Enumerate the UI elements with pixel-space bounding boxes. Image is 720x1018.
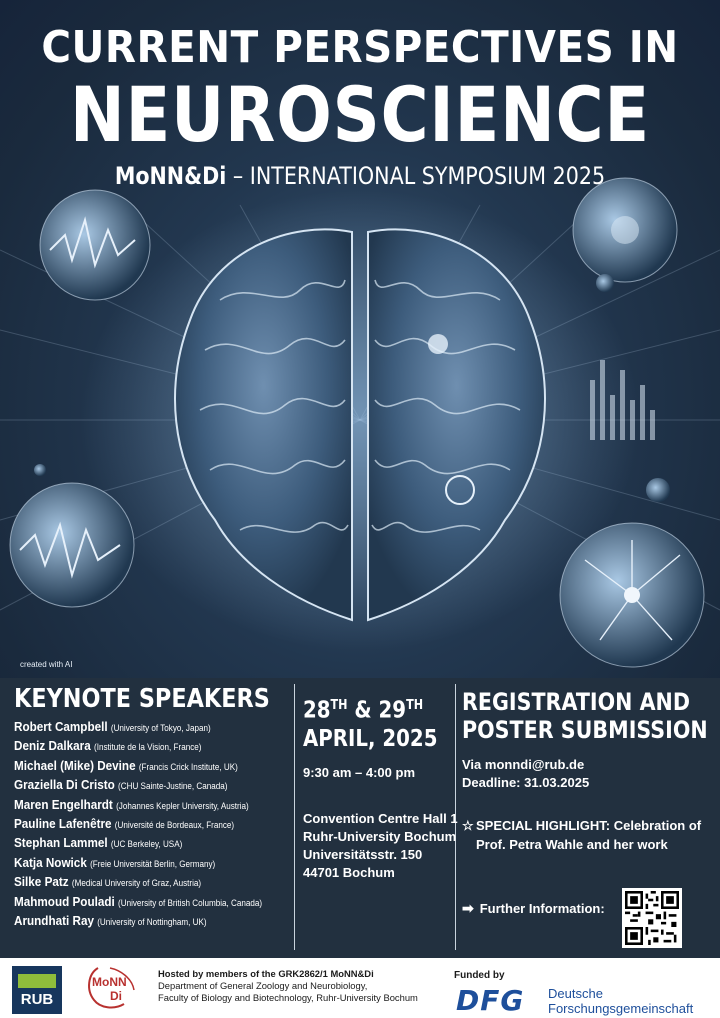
registration-heading-line-1: REGISTRATION AND [462, 688, 690, 716]
footer [0, 958, 720, 1018]
host-info [158, 968, 418, 1004]
dfg-name-line-2: Forschungsgemeinschaft [548, 1001, 694, 1016]
further-information [462, 900, 605, 917]
speaker-affiliation: (Institute de la Vision, France) [94, 742, 202, 753]
speaker-name: Deniz Dalkara [14, 738, 91, 754]
event-dates [303, 692, 455, 753]
date-days [303, 692, 434, 725]
date-ampersand: & [347, 697, 379, 724]
subtitle [50, 162, 669, 190]
arrow-right-icon: ➡ [462, 900, 474, 916]
speaker-list [14, 718, 284, 931]
rub-logo-stripe [18, 974, 56, 988]
rub-logo [12, 966, 62, 1014]
speaker-item [14, 834, 257, 853]
title-line-2: NEUROSCIENCE [70, 70, 650, 159]
registration-deadline: Deadline: 31.03.2025 [462, 775, 590, 790]
speaker-affiliation: (UC Berkeley, USA) [110, 839, 183, 850]
speaker-name: Mahmoud Pouladi [14, 893, 115, 909]
highlight-line-1: SPECIAL HIGHLIGHT: Celebration of [476, 818, 702, 833]
venue-line: Ruhr-University Bochum [303, 828, 457, 844]
speaker-item [14, 873, 257, 892]
dfg-logo: DFG [456, 984, 525, 1017]
speaker-affiliation: (University of Nottingham, UK) [97, 917, 207, 928]
venue-line: Convention Centre Hall 1 [303, 810, 458, 826]
svg-text:Di: Di [110, 989, 122, 1003]
highlight-line-2: Prof. Petra Wahle and her work [476, 837, 668, 852]
speaker-name: Pauline Lafenêtre [14, 816, 112, 832]
date-column [294, 684, 456, 950]
speaker-item [14, 796, 257, 815]
speaker-affiliation: (Université de Bordeaux, France) [114, 820, 235, 831]
further-information-label: Further Information: [479, 901, 605, 916]
registration-heading-line-2: POSTER SUBMISSION [462, 716, 708, 744]
speaker-item [14, 912, 257, 931]
subtitle-brand: MoNN&Di [114, 162, 227, 190]
day-2-suffix: TH [406, 698, 424, 713]
speaker-item [14, 815, 257, 834]
speaker-affiliation: (University of Tokyo, Japan) [110, 723, 211, 733]
speaker-item [14, 737, 257, 756]
special-highlight [462, 816, 712, 854]
speaker-affiliation: (Freie Universität Berlin, Germany) [90, 858, 216, 869]
speaker-item [14, 757, 257, 776]
host-line-2: Department of General Zoology and Neurobiology, [158, 980, 368, 991]
dfg-name-line-1: Deutsche [548, 986, 603, 1001]
speaker-name: Michael (Mike) Devine [14, 757, 136, 773]
monndi-logo-graphic [80, 964, 144, 1014]
monndi-logo [80, 964, 144, 1014]
title-line-1: CURRENT PERSPECTIVES IN [41, 22, 679, 73]
rub-logo-text: RUB [20, 991, 54, 1008]
speaker-item [14, 893, 263, 912]
speaker-name: Katja Nowick [14, 854, 87, 870]
registration-email[interactable]: Via monndi@rub.de [462, 757, 585, 772]
speaker-affiliation: (University of British Columbia, Canada) [118, 897, 263, 908]
speaker-affiliation: (Medical University of Graz, Austria) [71, 878, 202, 889]
speaker-name: Graziella Di Cristo [14, 777, 115, 793]
venue-address [303, 810, 458, 882]
star-icon: ☆ [462, 818, 474, 833]
keynote-heading: KEYNOTE SPEAKERS [14, 684, 270, 714]
day-1-suffix: TH [330, 698, 348, 713]
speaker-item [14, 854, 257, 873]
speaker-item [14, 718, 257, 737]
venue-line: 44701 Bochum [303, 864, 395, 880]
subtitle-text: – INTERNATIONAL SYMPOSIUM 2025 [226, 162, 606, 190]
info-section [0, 678, 720, 958]
ai-credit-note: created with AI [20, 660, 73, 669]
speaker-affiliation: (Francis Crick Institute, UK) [138, 761, 238, 772]
speaker-name: Arundhati Ray [14, 913, 94, 929]
speaker-name: Stephan Lammel [14, 835, 108, 851]
venue-line: Universitätsstr. 150 [303, 846, 423, 862]
svg-text:MoNN: MoNN [92, 975, 127, 989]
registration-column [462, 678, 712, 958]
qr-code[interactable] [622, 888, 682, 948]
speaker-name: Robert Campbell [14, 719, 108, 734]
funded-by-label: Funded by [454, 970, 505, 981]
keynote-column [14, 678, 284, 958]
speaker-name: Maren Engelhardt [14, 796, 113, 812]
speaker-affiliation: (Johannes Kepler University, Austria) [116, 800, 249, 811]
speaker-item [14, 776, 257, 795]
day-1: 28 [303, 697, 331, 724]
registration-details [462, 756, 712, 792]
speaker-affiliation: (CHU Sainte-Justine, Canada) [118, 781, 228, 792]
event-time: 9:30 am – 4:00 pm [303, 764, 416, 780]
date-month-year: APRIL, 2025 [303, 725, 438, 752]
day-2: 29 [378, 697, 407, 724]
speaker-name: Silke Patz [14, 874, 69, 890]
host-line-1: Hosted by members of the GRK2862/1 MoNN&Di [158, 968, 374, 979]
dfg-name [548, 986, 693, 1016]
host-line-3: Faculty of Biology and Biotechnology, Ruhr-University Bochum [158, 992, 418, 1003]
qr-code-graphic [625, 891, 679, 945]
